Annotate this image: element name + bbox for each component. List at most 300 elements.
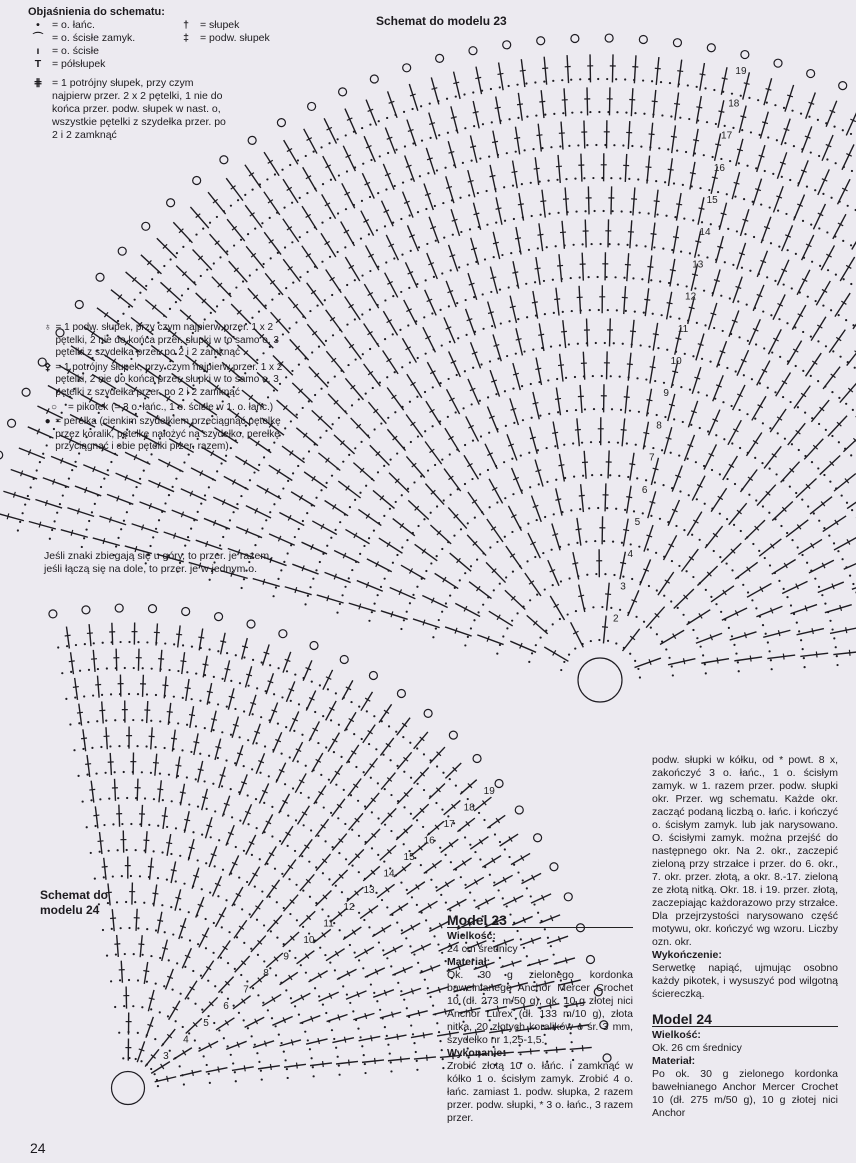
chain-dot	[208, 648, 210, 650]
chain-dot	[210, 836, 212, 838]
chain-dot	[320, 388, 322, 390]
stitch-mark	[624, 286, 626, 314]
stitch-crossbar	[244, 1065, 245, 1071]
chain-dot	[355, 358, 357, 360]
stitch-mark	[580, 385, 582, 413]
stitch-mark	[782, 225, 793, 251]
chain-dot	[441, 1049, 443, 1051]
chain-dot	[150, 955, 152, 957]
chain-dot	[94, 503, 96, 505]
chain-dot	[389, 508, 391, 510]
chain-dot	[786, 322, 788, 324]
chain-dot	[117, 849, 119, 851]
chain-dot	[460, 528, 462, 530]
stitch-mark	[300, 874, 315, 891]
chain-dot	[292, 282, 294, 284]
chain-dot	[739, 447, 741, 449]
chain-dot	[392, 295, 394, 297]
chain-dot	[441, 611, 443, 613]
stitch-crossbar	[496, 208, 502, 209]
chain-dot	[285, 989, 287, 991]
picot	[469, 47, 477, 55]
stitch-mark	[560, 354, 563, 382]
chain-dot	[309, 310, 311, 312]
chain-dot	[633, 510, 635, 512]
chain-dot	[791, 443, 793, 445]
chain-dot	[673, 418, 675, 420]
chain-dot	[205, 862, 207, 864]
stitch-crossbar	[654, 201, 660, 202]
chain-dot	[810, 223, 812, 225]
picot	[0, 451, 3, 459]
chain-dot	[381, 899, 383, 901]
chain-dot	[581, 442, 583, 444]
chain-dot	[223, 1037, 225, 1039]
stitch-mark	[489, 479, 503, 504]
chain-dot	[433, 935, 435, 937]
chain-dot	[360, 441, 362, 443]
stitch-crossbar	[750, 656, 751, 662]
stitch-mark	[777, 260, 788, 286]
chain-dot	[576, 542, 578, 544]
stitch-crossbar	[536, 135, 542, 136]
chain-dot	[166, 826, 168, 828]
stitch-mark	[19, 448, 45, 458]
stitch-mark	[140, 502, 166, 512]
stitch-mark	[343, 927, 361, 940]
stitch-mark	[151, 1062, 170, 1074]
chain-dot	[597, 276, 599, 278]
stitch-mark	[306, 1039, 327, 1044]
chain-dot	[761, 462, 763, 464]
chain-dot	[145, 745, 147, 747]
stitch-mark	[267, 915, 282, 932]
stitch-mark	[283, 259, 300, 281]
stitch-mark	[283, 860, 296, 878]
chain-dot	[416, 904, 418, 906]
chain-dot	[275, 974, 277, 976]
stitch-crossbar	[138, 944, 144, 945]
stitch-mark	[364, 284, 378, 308]
stitch-crossbar	[365, 1013, 367, 1019]
chain-dot	[423, 753, 425, 755]
chain-dot	[94, 825, 96, 827]
chain-dot	[836, 655, 838, 657]
stitch-crossbar	[89, 789, 95, 790]
chain-dot	[764, 557, 766, 559]
stitch-mark	[493, 232, 500, 259]
chain-dot	[594, 540, 596, 542]
chain-dot	[182, 697, 184, 699]
chain-dot	[489, 360, 491, 362]
chain-dot	[802, 648, 804, 650]
chain-dot	[850, 454, 852, 456]
stitch-mark	[705, 526, 722, 548]
stitch-mark	[83, 465, 109, 476]
chain-dot	[313, 151, 315, 153]
stitch-mark	[227, 219, 245, 241]
chain-dot	[471, 478, 473, 480]
chain-dot	[531, 417, 533, 419]
stitch-mark	[564, 88, 566, 116]
stitch-mark	[229, 261, 248, 282]
stitch-mark	[660, 630, 684, 644]
chain-dot	[770, 314, 772, 316]
chain-dot	[132, 1005, 134, 1007]
chain-dot	[175, 880, 177, 882]
stitch-mark	[148, 990, 154, 1011]
chain-dot	[346, 993, 348, 995]
chain-dot	[814, 189, 816, 191]
stitch-mark	[303, 660, 312, 680]
stitch-mark	[364, 323, 379, 346]
chain-dot	[675, 525, 677, 527]
stitch-mark	[531, 894, 551, 903]
chain-dot	[769, 427, 771, 429]
chain-dot	[186, 724, 188, 726]
stitch-crossbar	[73, 687, 79, 688]
stitch-crossbar	[766, 89, 772, 91]
chain-dot	[218, 839, 220, 841]
stitch-crossbar	[375, 1058, 376, 1064]
stitch-mark	[663, 535, 676, 560]
chain-dot	[163, 747, 165, 749]
chain-dot	[234, 708, 236, 710]
stitch-mark	[730, 632, 757, 640]
chain-dot	[696, 86, 698, 88]
stitch-mark	[474, 797, 491, 811]
stitch-mark	[155, 1077, 177, 1082]
chain-dot	[349, 1002, 351, 1004]
chain-dot	[671, 560, 673, 562]
chain-dot	[321, 261, 323, 263]
chain-dot	[738, 670, 740, 672]
chain-dot	[684, 353, 686, 355]
chain-dot	[253, 471, 255, 473]
stitch-mark	[668, 158, 672, 186]
chain-dot	[287, 845, 289, 847]
stitch-crossbar	[620, 562, 626, 563]
chain-dot	[410, 777, 412, 779]
stitch-mark	[117, 935, 119, 957]
chain-dot	[768, 650, 770, 652]
chain-dot	[550, 146, 552, 148]
stitch-mark	[312, 521, 337, 535]
chain-dot	[287, 552, 289, 554]
chain-dot	[559, 145, 561, 147]
chain-dot	[389, 1052, 391, 1054]
chain-dot	[536, 594, 538, 596]
stitch-mark	[536, 358, 541, 386]
chain-dot	[120, 528, 122, 530]
chain-dot	[732, 127, 734, 129]
stitch-mark	[581, 484, 584, 512]
chain-dot	[121, 823, 123, 825]
chain-dot	[358, 912, 360, 914]
stitch-mark	[304, 129, 317, 154]
model-24-material-label: Materiał:	[652, 1055, 696, 1067]
chain-dot	[429, 137, 431, 139]
stitch-mark	[279, 512, 304, 525]
chain-dot	[389, 459, 391, 461]
chain-dot	[203, 780, 205, 782]
chain-dot	[574, 647, 576, 649]
chain-dot	[736, 230, 738, 232]
picot	[247, 620, 255, 628]
stitch-mark	[562, 221, 564, 249]
stitch-crossbar	[762, 122, 768, 124]
chain-dot	[789, 486, 791, 488]
chain-dot	[226, 705, 228, 707]
row-number-label: 11	[677, 323, 689, 335]
stitch-mark	[535, 460, 543, 487]
stitch-crossbar	[534, 168, 540, 169]
chain-dot	[791, 539, 793, 541]
chain-dot	[403, 843, 405, 845]
picot	[774, 59, 782, 67]
stitch-crossbar	[475, 77, 481, 78]
chain-dot	[251, 317, 253, 319]
stitch-mark	[447, 389, 460, 414]
chain-dot	[247, 823, 249, 825]
chain-dot	[579, 508, 581, 510]
stitch-crossbar	[318, 1038, 319, 1044]
stitch-mark	[427, 253, 438, 279]
stitch-mark	[323, 670, 333, 690]
chain-dot	[221, 678, 223, 680]
chain-dot	[464, 572, 466, 574]
chain-dot	[330, 537, 332, 539]
chain-dot	[634, 311, 636, 313]
chain-dot	[106, 955, 108, 957]
chain-dot	[849, 574, 851, 576]
chain-dot	[427, 469, 429, 471]
chain-dot	[512, 571, 514, 573]
chain-dot	[396, 921, 398, 923]
chain-dot	[103, 477, 105, 479]
stitch-mark	[643, 422, 648, 450]
stitch-crossbar	[846, 627, 847, 633]
chain-dot	[302, 458, 304, 460]
stitch-crossbar	[93, 815, 99, 816]
chain-dot	[155, 528, 157, 530]
stitch-crossbar	[446, 187, 452, 189]
chain-dot	[643, 113, 645, 115]
chain-dot	[103, 876, 105, 878]
chain-dot	[289, 327, 291, 329]
chain-dot	[784, 438, 786, 440]
legend-item-row	[28, 19, 158, 32]
chain-dot	[489, 874, 491, 876]
stitch-mark	[753, 179, 762, 206]
chain-dot	[560, 580, 562, 582]
chain-dot	[148, 824, 150, 826]
stitch-mark	[270, 703, 278, 724]
chain-dot	[427, 172, 429, 174]
stitch-crossbar	[675, 338, 681, 339]
chart-24-title: Schemat do modelu 24	[40, 888, 109, 917]
chain-dot	[133, 667, 135, 669]
stitch-crossbar	[185, 688, 191, 689]
chain-dot	[474, 851, 476, 853]
chain-dot	[465, 334, 467, 336]
chain-dot	[622, 144, 624, 146]
chain-dot	[126, 511, 128, 513]
stitch-mark	[628, 590, 639, 616]
chain-dot	[784, 142, 786, 144]
chain-dot	[639, 676, 641, 678]
chain-dot	[320, 774, 322, 776]
stitch-mark	[453, 858, 471, 870]
stitch-mark	[448, 141, 456, 168]
stitch-mark	[204, 518, 230, 529]
chain-dot	[230, 680, 232, 682]
stitch-mark	[121, 961, 122, 983]
chain-dot	[598, 639, 600, 641]
stitch-mark	[235, 956, 250, 972]
chain-dot	[774, 391, 776, 393]
chain-dot	[795, 365, 797, 367]
chain-dot	[243, 656, 245, 658]
stitch-mark	[221, 633, 226, 655]
chain-dot	[199, 753, 201, 755]
chain-dot	[699, 187, 701, 189]
chain-dot	[669, 316, 671, 318]
stitch-mark	[840, 257, 854, 281]
stitch-crossbar	[488, 312, 494, 314]
chain-dot	[197, 511, 199, 513]
chain-dot	[841, 558, 843, 560]
chain-dot	[670, 600, 672, 602]
chain-dot	[433, 276, 435, 278]
chain-dot	[273, 503, 275, 505]
stitch-mark	[137, 1041, 144, 1062]
chain-dot	[590, 441, 592, 443]
chain-dot	[307, 1039, 309, 1041]
picot	[22, 388, 30, 396]
stitch-mark	[846, 110, 856, 136]
stitch-crossbar	[451, 117, 457, 119]
chain-dot	[765, 633, 767, 635]
stitch-mark	[226, 825, 234, 845]
chain-dot	[312, 1066, 314, 1068]
chain-dot	[254, 885, 256, 887]
chain-dot	[30, 486, 32, 488]
chain-dot	[216, 470, 218, 472]
chain-dot	[668, 657, 670, 659]
chain-dot	[439, 847, 441, 849]
stitch-mark	[729, 503, 747, 525]
chain-dot	[295, 819, 297, 821]
stitch-mark	[283, 179, 298, 203]
chain-dot	[83, 537, 85, 539]
chain-dot	[593, 408, 595, 410]
chain-dot	[51, 529, 53, 531]
chain-dot	[390, 1061, 392, 1063]
chain-dot	[790, 604, 792, 606]
chain-dot	[379, 381, 381, 383]
chain-dot	[501, 254, 503, 256]
stitch-crossbar	[162, 948, 168, 950]
chain-dot	[766, 102, 768, 104]
chain-dot	[323, 806, 325, 808]
chain-dot	[751, 599, 753, 601]
stitch-mark	[798, 160, 808, 186]
chain-dot	[130, 875, 132, 877]
stitch-mark	[235, 456, 259, 471]
stitch-crossbar	[538, 334, 544, 335]
chain-dot	[698, 254, 700, 256]
chain-dot	[128, 641, 130, 643]
row-number-label: 10	[303, 934, 315, 946]
stitch-crossbar	[650, 367, 656, 368]
chain-dot	[589, 309, 591, 311]
stitch-crossbar	[7, 513, 9, 519]
chain-dot	[132, 719, 134, 721]
legend-triple-text: = 1 potrójny słupek, przy czym najpierw przer. 2 x 2 pętelki, 1 nie do końca przer. podw. słupek w nast. o, wszystkie pętelki z szydełka przer. po 2 i 2 zamknąć	[52, 77, 226, 141]
chain-dot	[335, 529, 337, 531]
chain-dot	[829, 481, 831, 483]
stitch-mark	[288, 297, 306, 319]
stitch-mark	[388, 91, 398, 117]
chain-dot	[513, 422, 515, 424]
chain-dot	[126, 849, 128, 851]
chain-dot	[795, 492, 797, 494]
chain-dot	[803, 657, 805, 659]
chain-dot	[640, 344, 642, 346]
chain-dot	[230, 1054, 232, 1056]
chain-dot	[361, 200, 363, 202]
chain-dot	[128, 306, 130, 308]
chain-dot	[314, 394, 316, 396]
stitch-crossbar	[700, 74, 706, 75]
picot	[96, 273, 104, 281]
stitch-mark	[653, 90, 656, 118]
chain-dot	[386, 117, 388, 119]
chain-dot	[464, 836, 466, 838]
chain-dot	[429, 996, 431, 998]
legend-left-column	[28, 19, 158, 71]
chain-dot	[406, 539, 408, 541]
chain-dot	[691, 534, 693, 536]
stitch-mark	[213, 497, 238, 509]
stitch-mark	[692, 367, 701, 394]
chain-dot	[512, 184, 514, 186]
chain-dot	[604, 573, 606, 575]
stitch-mark	[387, 387, 404, 410]
chain-dot	[345, 208, 347, 210]
stitch-mark	[364, 136, 375, 162]
stitch-mark	[647, 389, 652, 417]
chain-dot	[283, 207, 285, 209]
chain-dot	[520, 454, 522, 456]
chain-dot	[427, 987, 429, 989]
chain-dot	[164, 931, 166, 933]
stitch-crossbar	[674, 104, 680, 105]
stitch-mark	[365, 793, 379, 810]
chain-dot	[656, 213, 658, 215]
picot	[515, 806, 523, 814]
chain-dot	[390, 759, 392, 761]
stitch-mark	[709, 410, 720, 436]
chain-dot	[78, 722, 80, 724]
chain-dot	[283, 1051, 285, 1053]
stitch-mark	[3, 491, 30, 499]
chain-dot	[291, 370, 293, 372]
stitch-mark	[715, 133, 721, 160]
chain-dot	[589, 111, 591, 113]
chain-dot	[584, 210, 586, 212]
